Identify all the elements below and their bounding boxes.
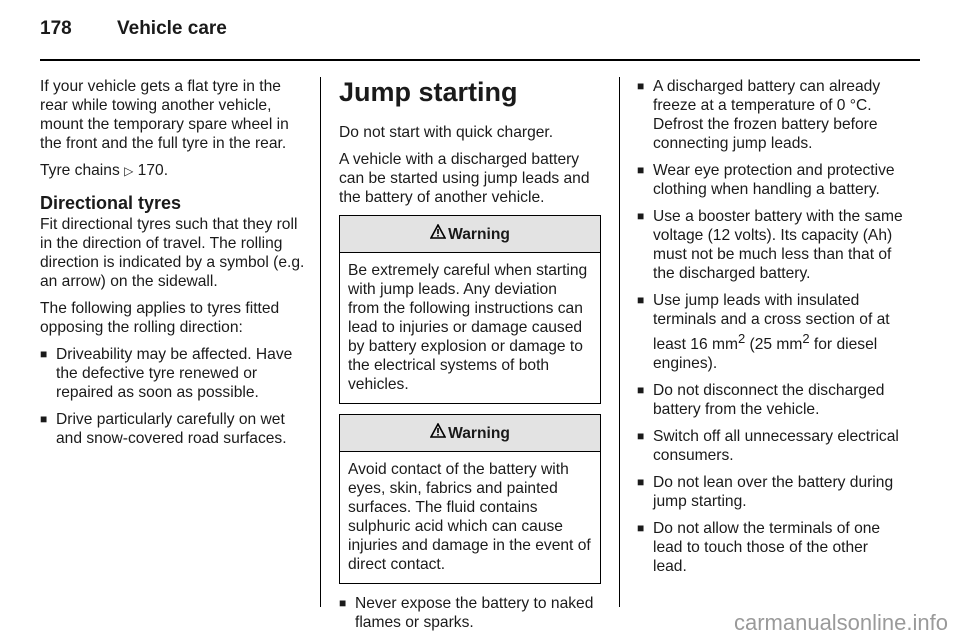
tyre-chains-reference: [40, 161, 308, 181]
list-item: ■ Use a booster battery with the same voltage (12 volts). Its capacity (Ah) must not be much less than that of the discharged battery.: [637, 207, 905, 283]
section-heading: Directional tyres: [40, 193, 182, 213]
paragraph: Do not start with quick charger.: [339, 124, 554, 141]
paragraph: A vehicle with a discharged battery can be started using jump leads and the battery of another vehicle.: [339, 151, 590, 206]
column-1: [40, 77, 308, 456]
section-heading: Jump starting: [339, 77, 518, 107]
text-fragment: (25 mm: [745, 336, 803, 354]
list-item: ■ A discharged battery can already freeze at a temperature of 0 °C. Defrost the frozen battery before connecting jump leads.: [637, 77, 905, 153]
list-item: ■ Never expose the battery to naked flames or sparks.: [339, 594, 601, 632]
list-item-cable-spec: [637, 291, 905, 373]
list-item: ■ Do not disconnect the discharged battery from the vehicle.: [637, 381, 905, 419]
column-divider: [320, 77, 321, 607]
header-rule: [40, 59, 920, 61]
paragraph: Fit directional tyres such that they roll in the direction of travel. The rolling direction is indicated by a symbol (e.g. an arrow) on the sidewall.: [40, 216, 305, 290]
list-item: ■ Switch off all unnecessary electrical consumers.: [637, 427, 905, 465]
warning-triangle-icon: [430, 224, 446, 244]
list-item: ■ Wear eye protection and protective clothing when handling a battery.: [637, 161, 905, 199]
warning-triangle-icon: [430, 423, 446, 443]
warning-title: Warning: [448, 225, 510, 243]
list-item: ■ Drive particularly carefully on wet and snow-covered road surfaces.: [40, 410, 308, 448]
bullet-list: [339, 594, 601, 632]
warning-text: Be extremely careful when starting with jump leads. Any deviation from the following instructions can lead to injuries or damage caused by battery explosion or damage to the electrical systems of both vehicles.: [348, 262, 588, 393]
column-2: [339, 77, 601, 640]
column-3: [637, 77, 905, 584]
bullet-list: [637, 77, 905, 576]
warning-box: [339, 414, 601, 584]
page-link[interactable]: 170.: [137, 162, 169, 179]
watermark-text[interactable]: carmanualsonline.info: [733, 610, 948, 635]
paragraph: The following applies to tyres fitted opposing the rolling direction:: [40, 300, 280, 336]
list-item: ■ Do not lean over the battery during jump starting.: [637, 473, 905, 511]
warning-header: [340, 216, 600, 253]
warning-header: [340, 415, 600, 452]
superscript: 2: [737, 331, 746, 346]
text-fragment: for diesel engines).: [653, 336, 878, 373]
paragraph: If your vehicle gets a flat tyre in the rear while towing another vehicle, mount the temporary spare wheel in the front and the full tyre in the rear.: [40, 78, 289, 152]
superscript: 2: [802, 331, 810, 346]
warning-text: Avoid contact of the battery with eyes, skin, fabrics and painted surfaces. The fluid contains sulphuric acid which can cause injuries and damage in the event of direct contact.: [348, 461, 591, 573]
list-item: ■ Do not allow the terminals of one lead to touch those of the other lead.: [637, 519, 905, 576]
warning-box: [339, 215, 601, 404]
bullet-list: [40, 345, 308, 448]
page-header: [40, 18, 920, 48]
page-number: 178: [40, 18, 72, 39]
reference-label: Tyre chains: [40, 162, 120, 179]
arrow-reference-icon: ▷: [124, 164, 134, 178]
list-item: ■ Driveability may be affected. Have the defective tyre renewed or repaired as soon as possible.: [40, 345, 308, 402]
chapter-title: Vehicle care: [117, 18, 227, 39]
column-divider: [619, 77, 620, 607]
warning-title: Warning: [448, 424, 510, 442]
text-fragment: Use jump leads with insulated terminals and a cross section of at least 16 mm: [653, 292, 890, 354]
